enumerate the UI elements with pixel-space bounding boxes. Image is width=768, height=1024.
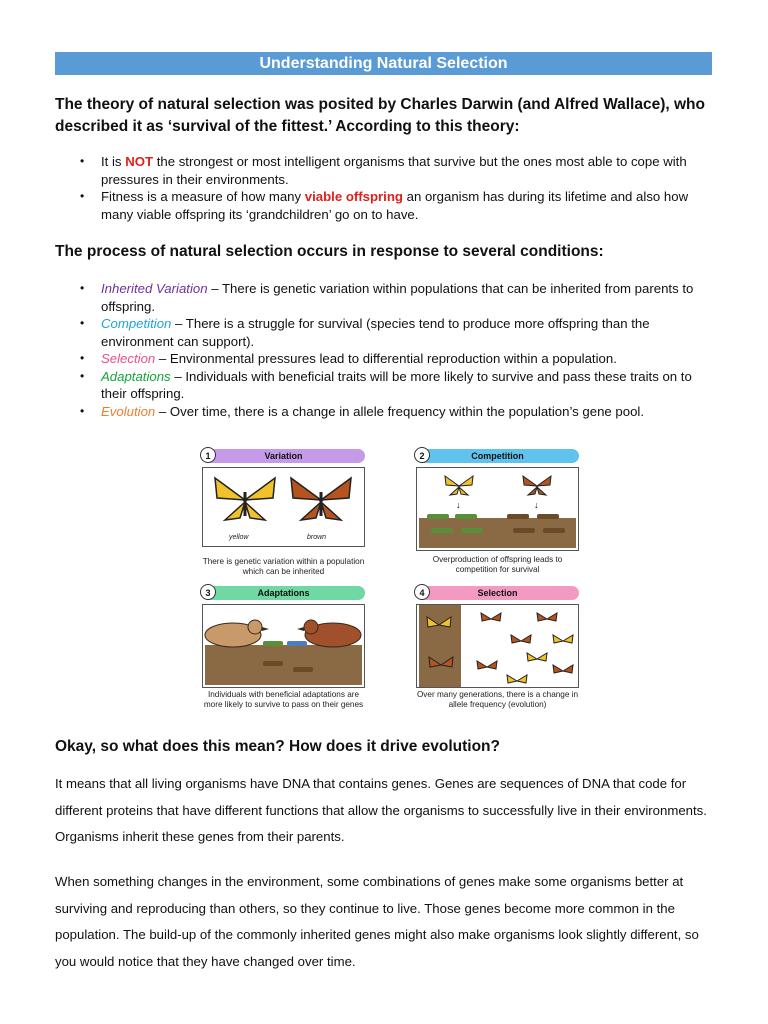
label-brown: brown <box>307 534 327 541</box>
panel-header: Selection <box>416 586 579 600</box>
intro-heading: The theory of natural selection was posited by Charles Darwin (and Alfred Wallace), who described it as ‘survival of the fittest.’ According to this theory: <box>55 96 705 135</box>
panel-illustration <box>416 467 579 551</box>
panel-adaptations <box>202 586 365 714</box>
term-label: Inherited Variation <box>101 281 208 296</box>
panel-number: 1 <box>200 447 216 463</box>
theory-bullet-list <box>80 153 720 223</box>
evolution-heading: Okay, so what does this mean? How does it drive evolution? <box>55 738 500 755</box>
birds-illustration <box>203 605 364 687</box>
emphasis-viable-offspring: viable offspring <box>304 189 403 204</box>
conditions-heading: The process of natural selection occurs in response to several conditions: <box>55 243 604 260</box>
list-item: • Fitness is a measure of how many viable offspring an organism has during its lifetime and also how many viable offspring its ‘grandchildren’ go on to have. <box>80 188 720 223</box>
brown-butterfly-icon <box>523 476 551 495</box>
panel-header: Adaptations <box>202 586 365 600</box>
paragraph: It means that all living organisms have DNA that contains genes. Genes are sequences of DNA that code for different proteins that have different functions that allow the organisms to successfully live in their environments. Organisms inherit these genes from their parents. <box>55 776 707 844</box>
term-label: Adaptations <box>101 368 171 384</box>
log-icon <box>205 645 362 685</box>
emphasis-not: NOT <box>125 154 154 169</box>
term-label: Selection <box>101 351 156 366</box>
page-title: Understanding Natural Selection <box>55 52 712 75</box>
arrow-down-icon: ↓ <box>534 500 539 510</box>
panel-caption: Overproduction of offspring leads to competition for survival <box>432 555 563 574</box>
panel-selection <box>416 586 579 714</box>
panel-caption: Individuals with beneficial adaptations are more likely to survive to pass on their genes <box>203 690 364 709</box>
panel-illustration <box>202 604 365 688</box>
condition-selection: • Selection – Environmental pressures lead to differential reproduction within a population. <box>80 350 720 368</box>
panel-number: 3 <box>200 584 216 600</box>
butterflies-illustration <box>203 468 364 546</box>
yellow-butterfly-icon <box>445 476 473 495</box>
tree-trunk-icon <box>419 605 461 687</box>
panel-caption: There is genetic variation within a population which can be inherited <box>202 557 365 576</box>
panel-caption: Over many generations, there is a change in allele frequency (evolution) <box>416 690 579 709</box>
condition-competition: • Competition – There is a struggle for survival (species tend to produce more offspring than the environment can support). <box>80 315 720 350</box>
label-yellow: yellow <box>229 534 249 541</box>
panel-illustration <box>202 467 365 547</box>
term-label: Competition <box>101 316 172 331</box>
brown-butterfly-icon <box>291 478 351 520</box>
panel-illustration <box>416 604 579 688</box>
panel-header: Competition <box>416 449 579 463</box>
paragraph: When something changes in the environment, some combinations of genes make some organisms better at surviving and reproducing than others, so they continue to live. Those genes become more common in the population. The build-up of the commonly inherited genes might also make organisms look slightly different, so you would notice that they have changed over time. <box>55 874 699 969</box>
list-item: • It is NOT the strongest or most intelligent organisms that survive but the ones most able to cope with pressures in their environments. <box>80 153 720 188</box>
conditions-list <box>80 280 720 420</box>
panel-variation <box>202 449 365 579</box>
competition-illustration <box>417 468 578 550</box>
panel-header: Variation <box>202 449 365 463</box>
yellow-butterfly-icon <box>215 478 275 520</box>
term-label: Evolution <box>101 403 156 419</box>
panel-number: 2 <box>414 447 430 463</box>
bird-icon <box>205 620 269 647</box>
condition-adaptations: • Adaptations – Individuals with beneficial traits will be more likely to survive and pass these traits on to their offspring. <box>80 368 720 403</box>
arrow-down-icon: ↓ <box>456 500 461 510</box>
condition-inherited-variation: • Inherited Variation – There is genetic variation within populations that can be inherited from parents to offspring. <box>80 280 720 315</box>
panel-number: 4 <box>414 584 430 600</box>
selection-illustration <box>417 605 578 687</box>
condition-evolution: • Evolution – Over time, there is a change in allele frequency within the population’s gene pool. <box>80 403 720 421</box>
panel-competition <box>416 449 579 579</box>
